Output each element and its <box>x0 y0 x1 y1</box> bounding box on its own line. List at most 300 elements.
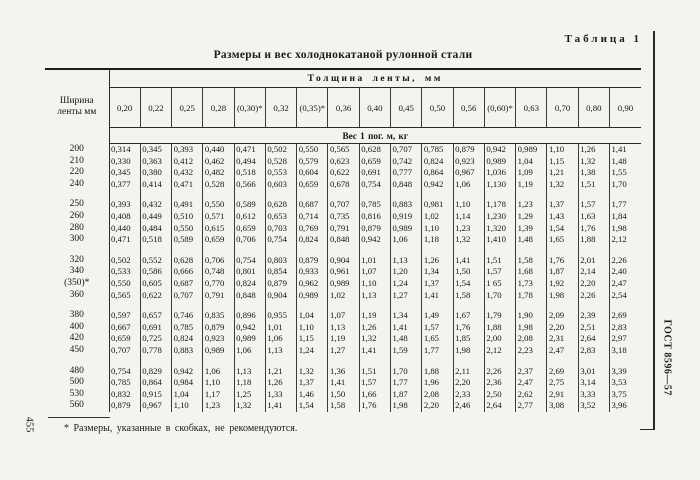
weight-cell: 0,879 <box>265 278 296 290</box>
weight-cell: 1,32 <box>234 400 265 412</box>
weight-cell: 1,48 <box>516 234 547 246</box>
width-cell: 380 <box>45 310 109 322</box>
gap-cell <box>422 190 453 199</box>
weight-cell: 0,735 <box>328 211 359 223</box>
weight-cell: 2,36 <box>484 377 515 389</box>
footnote-text: * Размеры, указанные в скобках, не рекомендуются. <box>64 423 298 434</box>
weight-cell: 3,33 <box>578 389 609 401</box>
weight-cell: 0,923 <box>453 156 484 168</box>
weight-cell: 1,26 <box>578 144 609 156</box>
gap-cell <box>578 301 609 310</box>
weight-cell: 2,69 <box>610 310 642 322</box>
weight-cell: 0,615 <box>203 223 234 235</box>
table-row <box>45 223 641 235</box>
gap-cell <box>297 357 328 366</box>
weight-cell: 0,589 <box>234 199 265 211</box>
weight-cell: 0,657 <box>140 310 171 322</box>
weight-cell: 0,380 <box>140 167 171 179</box>
weight-cell: 0,848 <box>391 179 422 191</box>
weight-cell: 0,942 <box>234 322 265 334</box>
gap-cell <box>359 246 390 255</box>
weight-cell: 0,471 <box>109 234 140 246</box>
weight-cell: 0,981 <box>422 199 453 211</box>
weight-cell: 0,528 <box>265 156 296 168</box>
weight-cell: 2,83 <box>578 345 609 357</box>
gap-cell <box>547 301 578 310</box>
weight-cell: 3,53 <box>610 377 642 389</box>
weight-cell: 1,21 <box>265 366 296 378</box>
gap-cell <box>328 301 359 310</box>
weight-cell: 0,989 <box>391 223 422 235</box>
weight-cell: 0,482 <box>203 167 234 179</box>
weight-cell: 0,883 <box>391 199 422 211</box>
weight-cell: 1,23 <box>453 223 484 235</box>
header-row-weight-band <box>45 128 641 144</box>
weight-cell: 1,54 <box>547 223 578 235</box>
weight-cell: 0,432 <box>140 199 171 211</box>
weight-cell: 0,879 <box>359 223 390 235</box>
weight-cell: 0,824 <box>234 278 265 290</box>
weight-cell: 0,989 <box>203 345 234 357</box>
gap-cell <box>109 246 140 255</box>
weight-cell: 0,518 <box>234 167 265 179</box>
gap-cell <box>516 190 547 199</box>
weight-cell: 0,707 <box>391 144 422 156</box>
weight-cell: 0,586 <box>140 266 171 278</box>
weight-cell: 0,687 <box>297 199 328 211</box>
weight-cell: 1,23 <box>203 400 234 412</box>
weight-cell: 1,48 <box>610 156 642 168</box>
weight-cell: 1,98 <box>610 223 642 235</box>
weight-cell: 2,20 <box>578 278 609 290</box>
weight-cell: 2,09 <box>547 310 578 322</box>
table-row <box>45 266 641 278</box>
table-row <box>45 377 641 389</box>
weight-cell: 0,706 <box>203 255 234 267</box>
weight-cell: 2,46 <box>453 400 484 412</box>
weight-cell: 1,26 <box>422 255 453 267</box>
weight-cell: 0,896 <box>234 310 265 322</box>
weight-cell: 1,10 <box>172 400 203 412</box>
weight-cell: 1,10 <box>297 322 328 334</box>
weight-cell: 2,37 <box>516 366 547 378</box>
weight-cell: 2,23 <box>516 345 547 357</box>
weight-cell: 2,75 <box>547 377 578 389</box>
table-row <box>45 322 641 334</box>
thickness-header-cell: 0,25 <box>172 88 203 128</box>
weight-cell: 1,87 <box>391 389 422 401</box>
gap-cell <box>422 301 453 310</box>
gap-cell <box>140 246 171 255</box>
width-cell: 560 <box>45 400 109 412</box>
weight-cell: 1,46 <box>297 389 328 401</box>
weight-cell: 1,58 <box>453 290 484 302</box>
width-cell: 420 <box>45 333 109 345</box>
weight-cell: 2,00 <box>484 333 515 345</box>
weight-cell: 0,785 <box>109 377 140 389</box>
weight-cell: 1,57 <box>578 199 609 211</box>
weight-cell: 1,87 <box>547 266 578 278</box>
weight-cell: 1,41 <box>422 290 453 302</box>
weight-cell: 3,08 <box>547 400 578 412</box>
weight-cell: 2,26 <box>610 255 642 267</box>
width-cell: 220 <box>45 167 109 179</box>
weight-cell: 0,565 <box>328 144 359 156</box>
weight-cell: 0,879 <box>203 322 234 334</box>
weight-cell: 0,345 <box>109 167 140 179</box>
gap-cell <box>172 190 203 199</box>
weight-cell: 0,706 <box>234 234 265 246</box>
gap-cell <box>516 357 547 366</box>
weight-cell: 0,628 <box>359 144 390 156</box>
weight-cell: 0,691 <box>140 322 171 334</box>
weight-cell: 0,622 <box>140 290 171 302</box>
thickness-values-row <box>45 88 641 128</box>
gap-cell <box>45 301 109 310</box>
weight-cell: 0,653 <box>265 211 296 223</box>
gap-cell <box>297 190 328 199</box>
weight-cell: 1,57 <box>359 377 390 389</box>
table-number-label: Таблица 1 <box>564 33 642 45</box>
weight-cell: 0,553 <box>265 167 296 179</box>
weight-cell: 1,04 <box>297 310 328 322</box>
width-cell: 280 <box>45 223 109 235</box>
weight-cell: 2,91 <box>547 389 578 401</box>
table-row <box>45 156 641 168</box>
weight-cell: 1,25 <box>234 389 265 401</box>
weight-cell: 1,33 <box>265 389 296 401</box>
weight-cell: 1,79 <box>484 310 515 322</box>
weight-cell: 1,78 <box>516 290 547 302</box>
weight-cell: 0,550 <box>297 144 328 156</box>
weight-cell: 1,02 <box>422 211 453 223</box>
weight-cell: 1,34 <box>422 266 453 278</box>
weight-cell: 0,612 <box>234 211 265 223</box>
weight-cell: 0,589 <box>172 234 203 246</box>
thickness-header-cell: 0,40 <box>359 88 390 128</box>
weight-cell: 0,835 <box>203 310 234 322</box>
weight-cell: 2,47 <box>516 377 547 389</box>
footnote-separator-rule <box>48 417 110 418</box>
weight-cell: 0,848 <box>234 290 265 302</box>
weight-cell: 0,659 <box>109 333 140 345</box>
weight-cell: 0,603 <box>265 179 296 191</box>
weight-cell: 0,942 <box>172 366 203 378</box>
weight-cell: 0,571 <box>203 211 234 223</box>
weight-cell: 1,92 <box>547 278 578 290</box>
weight-cell: 2,50 <box>484 389 515 401</box>
weight-cell: 0,471 <box>172 179 203 191</box>
width-cell: (350)* <box>45 278 109 290</box>
weight-cell: 0,848 <box>328 234 359 246</box>
width-cell: 200 <box>45 144 109 156</box>
gap-cell <box>234 357 265 366</box>
table-body <box>45 144 641 412</box>
weight-cell: 1,68 <box>516 266 547 278</box>
weight-cell: 2,77 <box>516 400 547 412</box>
weight-cell: 1,19 <box>328 333 359 345</box>
weight-cell: 0,883 <box>172 345 203 357</box>
weight-cell: 2,20 <box>422 400 453 412</box>
thickness-header-cell: (0,30)* <box>234 88 265 128</box>
weight-cell: 1,10 <box>547 144 578 156</box>
weight-cell: 0,412 <box>172 156 203 168</box>
thickness-header-cell: 0,28 <box>203 88 234 128</box>
width-column-header-text: Ширина ленты мм <box>57 96 97 117</box>
weight-cell: 1,04 <box>516 156 547 168</box>
weight-cell: 1,21 <box>547 167 578 179</box>
weight-cell: 1,84 <box>610 211 642 223</box>
gap-cell <box>265 246 296 255</box>
gap-cell <box>234 190 265 199</box>
weight-cell: 0,989 <box>484 156 515 168</box>
weight-cell: 1,23 <box>516 199 547 211</box>
gap-cell <box>140 190 171 199</box>
weight-cell: 1,54 <box>453 278 484 290</box>
weight-cell: 1,17 <box>203 389 234 401</box>
weight-cell: 0,770 <box>203 278 234 290</box>
weight-cell: 1,41 <box>328 377 359 389</box>
weight-cell: 1,88 <box>578 234 609 246</box>
weight-cell: 0,393 <box>109 199 140 211</box>
weight-cell: 2,26 <box>484 366 515 378</box>
weight-cell: 1,26 <box>359 322 390 334</box>
weight-cell: 1,18 <box>234 377 265 389</box>
weight-cell: 1,19 <box>516 179 547 191</box>
weight-cell: 1,37 <box>297 377 328 389</box>
group-gap-row <box>45 190 641 199</box>
weight-cell: 1,48 <box>391 333 422 345</box>
weight-cell: 1,01 <box>359 255 390 267</box>
weight-cell: 2,69 <box>547 366 578 378</box>
weight-cell: 1,37 <box>422 278 453 290</box>
weight-cell: 0,484 <box>140 223 171 235</box>
group-gap-row <box>45 301 641 310</box>
gap-cell <box>297 301 328 310</box>
weight-cell: 1,13 <box>265 345 296 357</box>
thickness-header-cell: 0,56 <box>453 88 484 128</box>
thickness-header-cell: 0,70 <box>547 88 578 128</box>
weight-cell: 1,20 <box>391 266 422 278</box>
weight-cell: 1,59 <box>391 345 422 357</box>
weight-cell: 1,02 <box>328 290 359 302</box>
weight-cell: 2,08 <box>516 333 547 345</box>
weight-cell: 0,363 <box>140 156 171 168</box>
weight-cell: 1,58 <box>328 400 359 412</box>
gap-cell <box>140 301 171 310</box>
weight-cell: 1,76 <box>453 322 484 334</box>
weight-cell: 0,803 <box>265 255 296 267</box>
weight-cell: 1,07 <box>328 310 359 322</box>
weight-cell: 0,725 <box>140 333 171 345</box>
gap-cell <box>109 190 140 199</box>
weight-cell: 1,07 <box>359 266 390 278</box>
weight-cell: 2,83 <box>610 322 642 334</box>
table-row <box>45 310 641 322</box>
weight-cell: 0,528 <box>203 179 234 191</box>
group-gap-row <box>45 357 641 366</box>
table-row <box>45 400 641 412</box>
width-cell: 210 <box>45 156 109 168</box>
weight-cell: 0,942 <box>484 144 515 156</box>
table-row <box>45 179 641 191</box>
weight-cell: 1,65 <box>547 234 578 246</box>
weight-cell: 0,967 <box>140 400 171 412</box>
weight-cell: 1,29 <box>516 211 547 223</box>
weight-cell: 1,18 <box>422 234 453 246</box>
weight-cell: 1,19 <box>359 310 390 322</box>
weight-cell: 0,801 <box>234 266 265 278</box>
weight-cell: 0,754 <box>234 255 265 267</box>
gap-cell <box>203 357 234 366</box>
weight-cell: 1,77 <box>422 345 453 357</box>
weight-cell: 0,432 <box>172 167 203 179</box>
thickness-band-header: Толщина ленты, мм <box>109 69 641 88</box>
gap-cell <box>265 301 296 310</box>
weight-cell: 0,687 <box>172 278 203 290</box>
gap-cell <box>172 246 203 255</box>
thickness-header-cell: 0,32 <box>265 88 296 128</box>
gap-cell <box>610 246 642 255</box>
weight-cell: 0,628 <box>265 199 296 211</box>
width-cell: 240 <box>45 179 109 191</box>
gap-cell <box>516 301 547 310</box>
weight-cell: 1,34 <box>391 310 422 322</box>
weight-cell: 1,32 <box>297 366 328 378</box>
weight-cell: 2,97 <box>610 333 642 345</box>
weight-cell: 1,32 <box>359 333 390 345</box>
width-cell: 320 <box>45 255 109 267</box>
weight-cell: 1,67 <box>453 310 484 322</box>
gap-cell <box>391 301 422 310</box>
weight-cell: 0,915 <box>140 389 171 401</box>
weight-cell: 0,707 <box>109 345 140 357</box>
header-row-thickness-band <box>45 69 641 88</box>
weight-cell: 1,88 <box>484 322 515 334</box>
gap-cell <box>45 190 109 199</box>
weight-cell: 1,10 <box>359 278 390 290</box>
weight-cell: 0,879 <box>297 255 328 267</box>
weight-cell: 0,942 <box>359 234 390 246</box>
weight-cell: 0,785 <box>359 199 390 211</box>
weight-cell: 1,55 <box>610 167 642 179</box>
weight-cell: 3,75 <box>610 389 642 401</box>
weight-cell: 1,66 <box>359 389 390 401</box>
gap-cell <box>203 301 234 310</box>
weight-cell: 1,98 <box>453 345 484 357</box>
weight-cell: 2,08 <box>422 389 453 401</box>
weight-cell: 0,628 <box>172 255 203 267</box>
weight-cell: 2,51 <box>578 322 609 334</box>
weight-cell: 1,26 <box>265 377 296 389</box>
weight-cell: 1,65 <box>422 333 453 345</box>
weight-cell: 2,11 <box>453 366 484 378</box>
weight-cell: 0,989 <box>234 333 265 345</box>
table-row <box>45 199 641 211</box>
gap-cell <box>610 357 642 366</box>
weight-cell: 1,96 <box>422 377 453 389</box>
weight-cell: 0,533 <box>109 266 140 278</box>
weight-cell: 0,707 <box>172 290 203 302</box>
weight-cell: 1,15 <box>547 156 578 168</box>
gap-cell <box>391 190 422 199</box>
weight-cell: 0,989 <box>328 278 359 290</box>
weight-cell: 1,06 <box>265 333 296 345</box>
weight-cell: 1,09 <box>516 167 547 179</box>
weight-cell: 2,62 <box>516 389 547 401</box>
weight-cell: 0,462 <box>203 156 234 168</box>
weight-cell: 1,39 <box>516 223 547 235</box>
gap-cell <box>453 301 484 310</box>
weight-cell: 1,24 <box>391 278 422 290</box>
weight-cell: 1,51 <box>578 179 609 191</box>
gap-cell <box>140 357 171 366</box>
gap-cell <box>265 190 296 199</box>
weight-cell: 0,754 <box>109 366 140 378</box>
thickness-header-cell: 0,20 <box>109 88 140 128</box>
weight-cell: 1,38 <box>578 167 609 179</box>
weight-cell: 0,393 <box>172 144 203 156</box>
weight-cell: 1,178 <box>484 199 515 211</box>
weight-cell: 0,518 <box>140 234 171 246</box>
weight-cell: 0,345 <box>140 144 171 156</box>
weight-cell: 0,408 <box>109 211 140 223</box>
weight-cell: 3,18 <box>610 345 642 357</box>
gap-cell <box>359 357 390 366</box>
width-cell: 530 <box>45 389 109 401</box>
gap-cell <box>453 190 484 199</box>
thickness-header-cell: 0,45 <box>391 88 422 128</box>
weight-cell: 1,51 <box>359 366 390 378</box>
gap-cell <box>422 246 453 255</box>
gap-cell <box>328 357 359 366</box>
table-row <box>45 345 641 357</box>
weight-cell: 3,96 <box>610 400 642 412</box>
weight-cell: 0,659 <box>234 223 265 235</box>
weight-cell: 0,989 <box>516 144 547 156</box>
weight-cell: 0,824 <box>297 234 328 246</box>
weight-cell: 0,510 <box>172 211 203 223</box>
weight-cell: 2,54 <box>610 290 642 302</box>
weight-cell: 0,748 <box>203 266 234 278</box>
width-cell: 400 <box>45 322 109 334</box>
weight-cell: 1,15 <box>297 333 328 345</box>
weight-cell: 1,50 <box>453 266 484 278</box>
gap-cell <box>610 190 642 199</box>
weight-cell: 1,98 <box>516 322 547 334</box>
weight-cell: 1,04 <box>172 389 203 401</box>
weight-cell: 0,879 <box>109 400 140 412</box>
weight-cell: 1,73 <box>516 278 547 290</box>
weight-cell: 1,130 <box>484 179 515 191</box>
gap-cell <box>328 190 359 199</box>
weight-cell: 1,63 <box>578 211 609 223</box>
gap-cell <box>578 357 609 366</box>
thickness-header-cell: 0,90 <box>610 88 642 128</box>
weight-cell: 2,47 <box>610 278 642 290</box>
weight-cell: 3,52 <box>578 400 609 412</box>
weight-cell: 0,942 <box>422 179 453 191</box>
table-header <box>45 69 641 144</box>
table-row <box>45 366 641 378</box>
table-row <box>45 389 641 401</box>
thickness-header-cell: 0,22 <box>140 88 171 128</box>
weight-cell: 0,440 <box>203 144 234 156</box>
thickness-header-cell: (0,60)* <box>484 88 515 128</box>
weight-cell: 1,98 <box>391 400 422 412</box>
weight-cell: 2,47 <box>547 345 578 357</box>
weight-cell: 0,824 <box>422 156 453 168</box>
